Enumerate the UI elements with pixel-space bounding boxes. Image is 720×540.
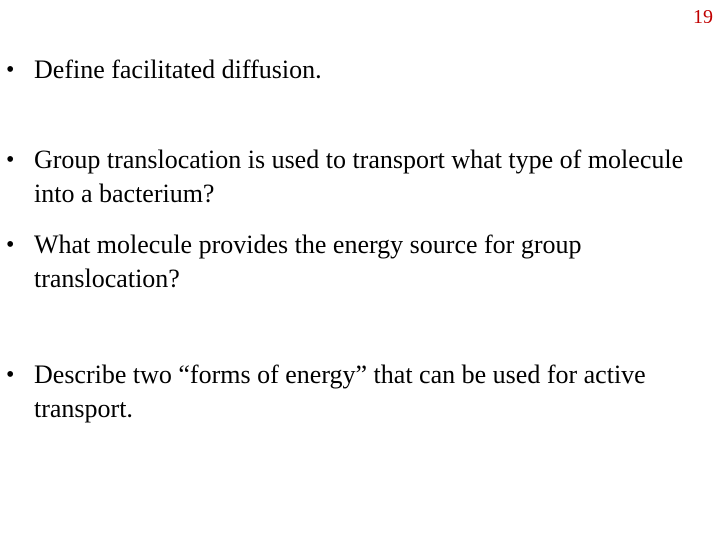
bullet-text: Describe two “forms of energy” that can be used for active transport. [34,360,646,423]
bullet-marker: • [6,362,15,388]
bullet-text: Define facilitated diffusion. [34,55,322,84]
bullet-item [0,53,712,87]
bullet-item [0,143,712,211]
bullet-marker: • [6,57,15,83]
bullet-item [0,228,712,296]
bullet-marker: • [6,232,15,258]
bullet-text: What molecule provides the energy source for group translocation? [34,230,582,293]
bullet-item [0,358,712,426]
bullet-marker: • [6,147,15,173]
bullet-text: Group translocation is used to transport what type of molecule into a bacterium? [34,145,684,208]
page-number: 19 [693,6,713,28]
